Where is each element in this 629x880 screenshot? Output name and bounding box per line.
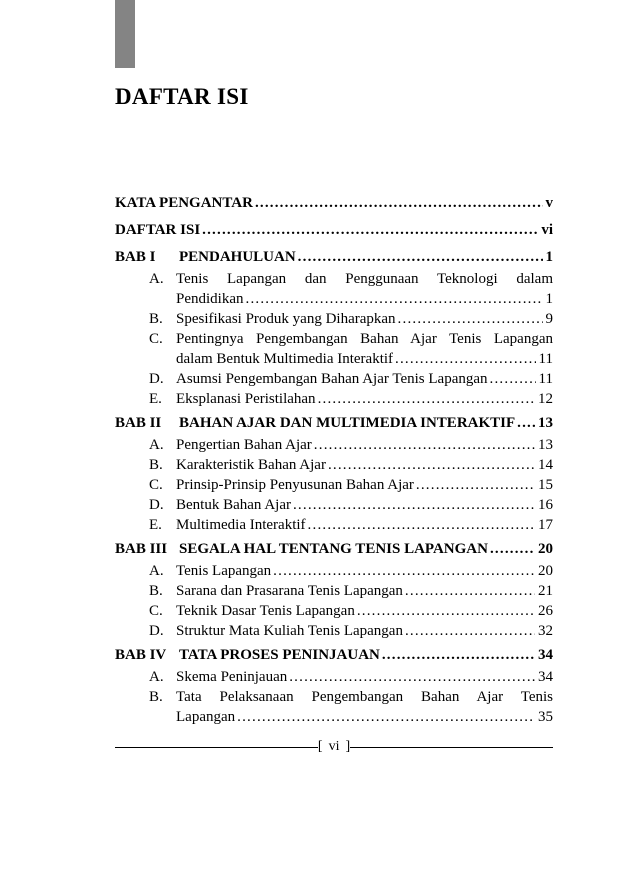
dot-leader — [244, 289, 543, 309]
page-title: DAFTAR ISI — [115, 84, 249, 109]
dot-leader — [396, 309, 543, 329]
toc-front-row — [115, 193, 553, 213]
dot-leader — [271, 561, 535, 581]
dot-leader — [287, 667, 535, 687]
toc-entry-page: 11 — [538, 351, 553, 367]
chapter-number: BAB III — [115, 541, 168, 557]
item-text: Pendidikan — [176, 291, 244, 307]
toc-entry-page: 21 — [538, 583, 553, 599]
item-letter: C. — [149, 477, 163, 493]
toc-item-line1 — [115, 687, 553, 707]
toc-entry-label: KATA PENGANTAR — [115, 195, 253, 211]
toc-entry-page: 1 — [545, 291, 553, 307]
toc-item-line2 — [115, 289, 553, 309]
chapter-title: SEGALA HAL TENTANG TENIS LAPANGAN — [179, 541, 488, 557]
toc-item-row — [115, 601, 553, 621]
toc-entry-page: 26 — [538, 603, 553, 619]
toc-entry-page: 20 — [538, 563, 553, 579]
item-letter: D. — [149, 623, 164, 639]
footer-open-bracket: [ — [317, 739, 323, 754]
toc-item-line1 — [115, 269, 553, 289]
toc-list — [115, 193, 553, 727]
dot-leader — [380, 645, 535, 665]
dot-leader — [393, 349, 536, 369]
chapter-number: BAB II — [115, 415, 162, 431]
item-text: Teknik Dasar Tenis Lapangan — [176, 603, 355, 619]
toc-entry-label: DAFTAR ISI — [115, 222, 201, 238]
dot-leader — [253, 193, 543, 213]
toc-item-row — [115, 515, 553, 535]
item-letter: B. — [149, 583, 163, 599]
item-text: Multimedia Interaktif — [176, 517, 306, 533]
dot-leader — [326, 455, 535, 475]
item-text: Asumsi Pengembangan Bahan Ajar Tenis Lapangan — [176, 371, 488, 387]
chapter-title: BAHAN AJAR DAN MULTIMEDIA INTERAKTIF — [179, 415, 516, 431]
item-letter: D. — [149, 371, 164, 387]
dot-leader — [515, 413, 535, 433]
dot-leader — [316, 389, 535, 409]
item-text: Tenis Lapangan — [176, 563, 272, 579]
item-text: Skema Peninjauan — [176, 669, 288, 685]
chapter-number: BAB IV — [115, 647, 167, 663]
toc-entry-page: 12 — [538, 391, 553, 407]
toc-entry-page: 35 — [538, 709, 553, 725]
item-letter: B. — [149, 311, 163, 327]
footer-rule-left — [115, 747, 318, 748]
dot-leader — [488, 369, 536, 389]
item-text: Karakteristik Bahan Ajar — [176, 457, 326, 473]
toc-item-row — [115, 435, 553, 455]
item-letter: C. — [149, 603, 163, 619]
toc-entry-page: 17 — [538, 517, 553, 533]
item-text: Bentuk Bahan Ajar — [176, 497, 291, 513]
item-text: Eksplanasi Peristilahan — [176, 391, 316, 407]
item-letter: E. — [149, 517, 162, 533]
toc-entry-page: 1 — [545, 249, 553, 265]
dot-leader — [403, 621, 535, 641]
footer-page-number: vi — [328, 739, 340, 754]
dot-leader — [414, 475, 535, 495]
toc-chapter-row — [115, 413, 553, 433]
toc-entry-page: 11 — [538, 371, 553, 387]
item-letter: A. — [149, 271, 164, 287]
item-text: Spesifikasi Produk yang Diharapkan — [176, 311, 396, 327]
item-text: Lapangan — [176, 709, 236, 725]
item-letter: B. — [149, 689, 163, 705]
toc-chapter-row — [115, 247, 553, 267]
item-text: dalam Bentuk Multimedia Interaktif — [176, 351, 394, 367]
toc-item-line2 — [115, 707, 553, 727]
dot-leader — [312, 435, 535, 455]
item-text: Pengertian Bahan Ajar — [176, 437, 312, 453]
toc-front-row — [115, 220, 553, 240]
toc-entry-page: 13 — [538, 415, 553, 431]
page-footer — [115, 739, 553, 755]
toc-item-row — [115, 667, 553, 687]
toc-entry-page: v — [545, 195, 553, 211]
dot-leader — [403, 581, 535, 601]
item-text: Prinsip-Prinsip Penyusunan Bahan Ajar — [176, 477, 414, 493]
toc-entry-page: 32 — [538, 623, 553, 639]
item-text: Tata Pelaksanaan Pengembangan Bahan Ajar Tenis — [176, 689, 553, 705]
toc-entry-page: 34 — [538, 669, 553, 685]
dot-leader — [291, 495, 535, 515]
toc-item-row — [115, 621, 553, 641]
toc-entry-page: 16 — [538, 497, 553, 513]
toc-item-line1 — [115, 329, 553, 349]
toc-item-row — [115, 389, 553, 409]
footer-rule-right — [350, 747, 553, 748]
item-text: Struktur Mata Kuliah Tenis Lapangan — [176, 623, 403, 639]
item-letter: E. — [149, 391, 162, 407]
item-letter: C. — [149, 331, 163, 347]
item-letter: A. — [149, 563, 164, 579]
dot-leader — [296, 247, 543, 267]
toc-entry-page: vi — [541, 222, 553, 238]
chapter-title: PENDAHULUAN — [179, 249, 296, 265]
footer-close-bracket: ] — [345, 739, 351, 754]
toc-item-row — [115, 561, 553, 581]
toc-entry-page: 20 — [538, 541, 553, 557]
dot-leader — [488, 539, 535, 559]
header-tab-mark — [115, 0, 135, 68]
toc-entry-page: 34 — [538, 647, 553, 663]
item-letter: A. — [149, 669, 164, 685]
item-text: Tenis Lapangan dan Penggunaan Teknologi dalam — [176, 271, 553, 287]
toc-item-row — [115, 369, 553, 389]
toc-item-row — [115, 455, 553, 475]
toc-entry-page: 13 — [538, 437, 553, 453]
dot-leader — [235, 707, 535, 727]
toc-item-line2 — [115, 349, 553, 369]
dot-leader — [200, 220, 538, 240]
toc-item-row — [115, 581, 553, 601]
dot-leader — [355, 601, 535, 621]
toc-entry-page: 14 — [538, 457, 553, 473]
toc-item-row — [115, 309, 553, 329]
chapter-number: BAB I — [115, 249, 156, 265]
item-letter: B. — [149, 457, 163, 473]
chapter-title: TATA PROSES PENINJAUAN — [179, 647, 380, 663]
item-letter: D. — [149, 497, 164, 513]
toc-entry-page: 15 — [538, 477, 553, 493]
toc-item-row — [115, 475, 553, 495]
toc-entry-page: 9 — [545, 311, 553, 327]
toc-chapter-row — [115, 539, 553, 559]
item-text: Pentingnya Pengembangan Bahan Ajar Tenis Lapangan — [176, 331, 553, 347]
item-text: Sarana dan Prasarana Tenis Lapangan — [176, 583, 403, 599]
dot-leader — [306, 515, 535, 535]
toc-chapter-row — [115, 645, 553, 665]
toc-item-row — [115, 495, 553, 515]
item-letter: A. — [149, 437, 164, 453]
